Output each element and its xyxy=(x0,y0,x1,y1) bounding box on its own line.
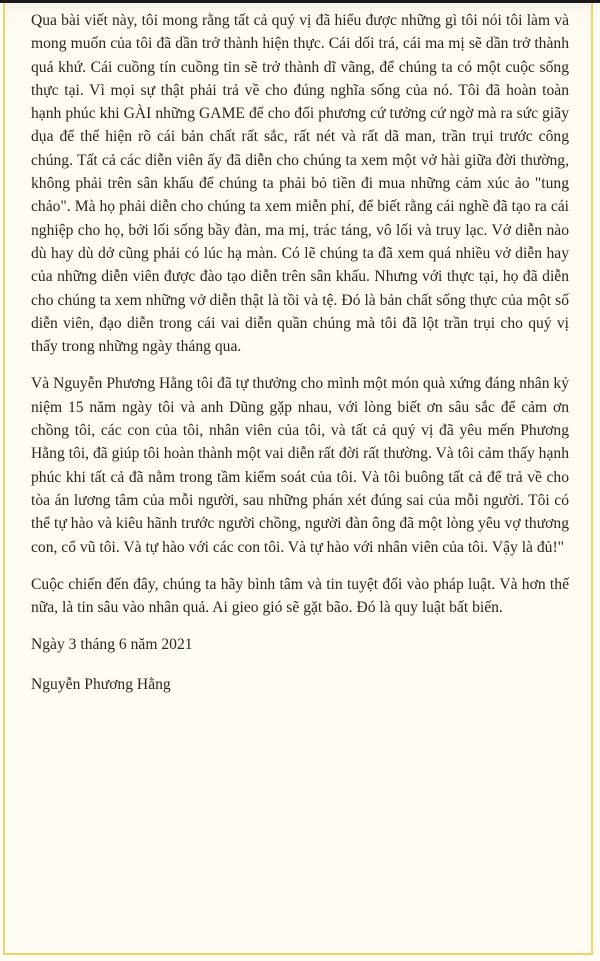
paragraph-1: Qua bài viết này, tôi mong rằng tất cả quý vị đã hiểu được những gì tôi nói tôi làm và mong muốn của tôi đã dần trở thành hiện thực. Cái dối trá, cái ma mị sẽ dần trở thành quá khứ. Cái cuồng tín cuồng tin sẽ trở thành dĩ vãng, để chúng ta có một cuộc sống thực tại. Vì mọi sự thật phải trả về cho đúng nghĩa sống của nó. Tôi đã hoàn toàn hạnh phúc khi GÀI những GAME để cho đối phương cứ tưởng cứ ngờ mà ra sức giãy dụa để thể hiện rõ cái bản chất rất sắc, rất nét và rất dã man, trần trụi trước công chúng. Tất cả các diễn viên ấy đã diễn cho chúng ta xem một vở hài giữa đời thường, không phải trên sân khấu để chúng ta phải bỏ tiền đi mua những cảm xúc ảo "tung chảo". Mà họ phải diễn cho chúng ta xem miễn phí, để biết rằng cái nghề đã tạo ra cái nghiệp cho họ, bởi lối sống bầy đàn, ma mị, trác táng, vô lối và truy lạc. Vở diễn nào dù hay dù dở cũng phải có lúc hạ màn. Có lẽ chúng ta đã xem quá nhiều vở diễn hay của những diễn viên được đào tạo diễn trên sân khấu. Nhưng với thực tại, họ đã diễn cho chúng ta xem những vở diễn thật là tồi và tệ. Đó là bản chất sống thực của một số diễn viên, đạo diễn trong cái vai diễn quần chúng mà tôi đã lột trần trụi cho quý vị thấy trong những ngày tháng qua. xyxy=(31,12,569,356)
letter-signature: Nguyễn Phương Hằng xyxy=(31,675,171,693)
letter-date: Ngày 3 tháng 6 năm 2021 xyxy=(31,636,193,654)
paragraph-3: Cuộc chiến đến đây, chúng ta hãy bình tâm và tin tuyệt đối vào pháp luật. Và hơn thế nữa, là tin sâu vào nhân quả. Ai gieo gió sẽ gặt bão. Đó là quy luật bất biến. xyxy=(31,575,569,617)
paragraph-2: Và Nguyễn Phương Hằng tôi đã tự thưởng cho mình một món quà xứng đáng nhân kỷ niệm 15 năm ngày tôi và anh Dũng gặp nhau, với lòng biết ơn sâu sắc để cảm ơn chồng tôi, các con của tôi, nhân viên của tôi, và tất cả quý vị đã yêu mến Phương Hằng tôi, đã giúp tôi hoàn thành một vai diễn rất đời rất thường. Và tôi cảm thấy hạnh phúc khi tất cả đã nằm trong tầm kiểm soát của tôi. Và tôi buông tất cả để trả về cho tòa án lương tâm của mỗi người, sau những phán xét đúng sai của mỗi người. Tôi có thể tự hào và kiêu hãnh trước người chồng, người đàn ông đã một lòng yêu vợ thương con, cổ vũ tôi. Và tự hào với các con tôi. Và tự hào với nhân viên của tôi. Vậy là đủ!" xyxy=(31,375,569,556)
letter-body xyxy=(31,9,569,710)
